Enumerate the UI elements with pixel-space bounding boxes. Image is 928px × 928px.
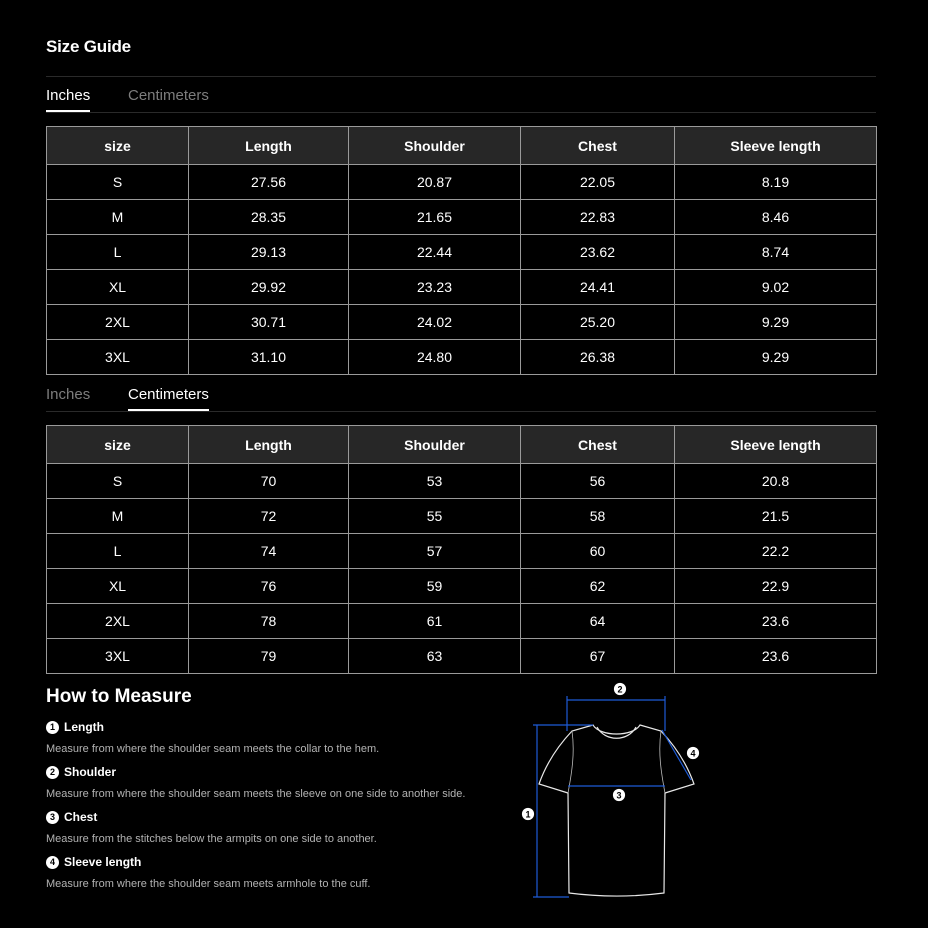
cell-size: M	[47, 200, 189, 235]
cell-size: 3XL	[47, 639, 189, 674]
how-to-measure-title: How to Measure	[46, 686, 192, 707]
cell-chest: 67	[521, 639, 675, 674]
cell-size: S	[47, 165, 189, 200]
cell-shoulder: 24.80	[349, 340, 521, 375]
unit-tabs-top	[46, 87, 876, 123]
tab-inches[interactable]: Inches	[46, 87, 90, 112]
cell-sleeve-length: 8.19	[675, 165, 877, 200]
column-header-length: Length	[189, 127, 349, 165]
unit-tabs-bottom	[46, 386, 876, 422]
collar	[597, 727, 636, 738]
cell-size: 2XL	[47, 305, 189, 340]
table-header-row	[47, 426, 877, 464]
tab-centimeters[interactable]: Centimeters	[128, 87, 209, 104]
size-table-centimeters	[46, 425, 877, 674]
table-row	[47, 499, 877, 534]
cell-sleeve-length: 22.2	[675, 534, 877, 569]
page-title: Size Guide	[46, 37, 131, 56]
cell-size: 2XL	[47, 604, 189, 639]
cell-size: S	[47, 464, 189, 499]
measure-label: Length	[64, 720, 104, 734]
cell-sleeve-length: 20.8	[675, 464, 877, 499]
cell-sleeve-length: 23.6	[675, 604, 877, 639]
measure-description: Measure from where the shoulder seam meets armhole to the cuff.	[46, 878, 371, 890]
cell-shoulder: 55	[349, 499, 521, 534]
cell-length: 29.13	[189, 235, 349, 270]
cell-chest: 22.83	[521, 200, 675, 235]
cell-length: 72	[189, 499, 349, 534]
cell-size: 3XL	[47, 340, 189, 375]
cell-chest: 22.05	[521, 165, 675, 200]
cell-length: 31.10	[189, 340, 349, 375]
measure-description: Measure from where the shoulder seam meets the sleeve on one side to another side.	[46, 788, 466, 800]
cell-shoulder: 23.23	[349, 270, 521, 305]
cell-chest: 62	[521, 569, 675, 604]
column-header-size: size	[47, 127, 189, 165]
cell-chest: 23.62	[521, 235, 675, 270]
cell-shoulder: 57	[349, 534, 521, 569]
tshirt-measure-diagram	[500, 678, 720, 908]
measure-label: Shoulder	[64, 765, 117, 779]
number-badge: 3	[46, 811, 59, 824]
table-header-row	[47, 127, 877, 165]
cell-sleeve-length: 21.5	[675, 499, 877, 534]
cell-shoulder: 21.65	[349, 200, 521, 235]
cell-shoulder: 61	[349, 604, 521, 639]
svg-text:2: 2	[617, 684, 623, 695]
cell-length: 74	[189, 534, 349, 569]
cell-chest: 26.38	[521, 340, 675, 375]
table-row	[47, 569, 877, 604]
cell-size: L	[47, 235, 189, 270]
cell-chest: 58	[521, 499, 675, 534]
cell-size: M	[47, 499, 189, 534]
table-row	[47, 200, 877, 235]
tab-centimeters[interactable]: Centimeters	[128, 386, 209, 411]
cell-sleeve-length: 9.29	[675, 340, 877, 375]
cell-length: 30.71	[189, 305, 349, 340]
cell-length: 76	[189, 569, 349, 604]
column-header-shoulder: Shoulder	[349, 426, 521, 464]
cell-length: 27.56	[189, 165, 349, 200]
cell-sleeve-length: 22.9	[675, 569, 877, 604]
cell-size: XL	[47, 569, 189, 604]
cell-chest: 25.20	[521, 305, 675, 340]
cell-shoulder: 59	[349, 569, 521, 604]
size-table-inches	[46, 126, 877, 375]
column-header-size: size	[47, 426, 189, 464]
cell-shoulder: 53	[349, 464, 521, 499]
sleeve-seam-right	[660, 731, 665, 793]
marker-shoulder	[614, 683, 627, 696]
column-header-shoulder: Shoulder	[349, 127, 521, 165]
number-badge: 4	[46, 856, 59, 869]
cell-chest: 60	[521, 534, 675, 569]
measure-label: Chest	[64, 810, 98, 824]
cell-shoulder: 24.02	[349, 305, 521, 340]
cell-size: XL	[47, 270, 189, 305]
measure-item-length	[46, 720, 104, 734]
cell-shoulder: 22.44	[349, 235, 521, 270]
table-row	[47, 235, 877, 270]
column-header-chest: Chest	[521, 426, 675, 464]
svg-text:3: 3	[616, 790, 622, 801]
cell-sleeve-length: 8.74	[675, 235, 877, 270]
measure-item-sleeve-length	[46, 855, 141, 869]
table-row	[47, 604, 877, 639]
marker-chest	[613, 789, 626, 802]
cell-size: L	[47, 534, 189, 569]
measure-label: Sleeve length	[64, 855, 142, 869]
marker-length	[522, 808, 535, 821]
cell-chest: 56	[521, 464, 675, 499]
column-header-sleeve-length: Sleeve length	[675, 127, 877, 165]
table-row	[47, 165, 877, 200]
column-header-sleeve-length: Sleeve length	[675, 426, 877, 464]
table-row	[47, 305, 877, 340]
svg-text:1: 1	[525, 809, 531, 820]
divider	[46, 112, 876, 113]
measure-description: Measure from where the shoulder seam meets the collar to the hem.	[46, 743, 380, 755]
number-badge: 2	[46, 766, 59, 779]
cell-length: 79	[189, 639, 349, 674]
marker-sleeve-length	[687, 747, 700, 760]
column-header-length: Length	[189, 426, 349, 464]
cell-shoulder: 63	[349, 639, 521, 674]
table-row	[47, 534, 877, 569]
measure-description: Measure from the stitches below the armpits on one side to another.	[46, 833, 377, 845]
cell-length: 70	[189, 464, 349, 499]
measure-item-shoulder	[46, 765, 116, 779]
table-row	[47, 639, 877, 674]
divider	[46, 76, 876, 77]
tshirt-outline	[539, 725, 694, 896]
cell-chest: 24.41	[521, 270, 675, 305]
table-row	[47, 270, 877, 305]
cell-length: 29.92	[189, 270, 349, 305]
table-row	[47, 340, 877, 375]
cell-shoulder: 20.87	[349, 165, 521, 200]
measure-item-chest	[46, 810, 97, 824]
table-row	[47, 464, 877, 499]
cell-chest: 64	[521, 604, 675, 639]
tab-inches[interactable]: Inches	[46, 386, 91, 403]
column-header-chest: Chest	[521, 127, 675, 165]
cell-sleeve-length: 9.29	[675, 305, 877, 340]
cell-length: 78	[189, 604, 349, 639]
sleeve-seam-left	[568, 731, 573, 793]
cell-sleeve-length: 9.02	[675, 270, 877, 305]
cell-sleeve-length: 8.46	[675, 200, 877, 235]
cell-length: 28.35	[189, 200, 349, 235]
svg-text:4: 4	[690, 748, 696, 759]
divider	[46, 411, 876, 412]
cell-sleeve-length: 23.6	[675, 639, 877, 674]
number-badge: 1	[46, 721, 59, 734]
